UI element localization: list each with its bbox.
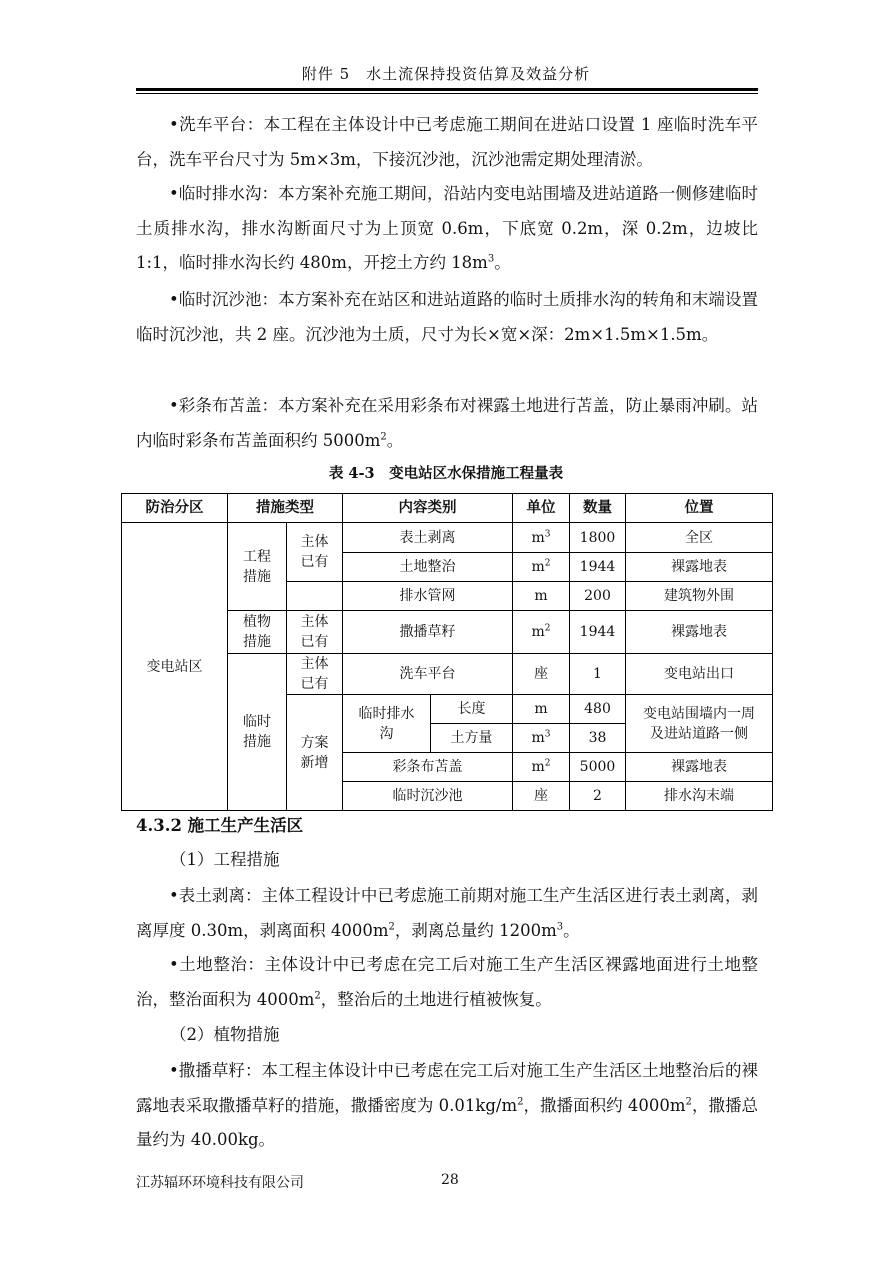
header-type: 措施类型 — [228, 494, 343, 523]
source-existing: 主体 已有 — [287, 523, 343, 582]
location-cell: 排水沟末端 — [626, 782, 773, 811]
unit-cell: m — [513, 695, 570, 724]
paragraph-land-grading: •土地整治：主体设计中已考虑在完工后对施工生产生活区裸露地面进行土地整治，整治面积为 $4000m^2$，整治后的土地进行植被恢复。 — [136, 955, 758, 1009]
unit-cell: $m^2$ — [513, 753, 570, 782]
unit-superscript: 2 — [544, 623, 551, 634]
header-qty: 数量 — [570, 494, 626, 523]
quantity-cell: 1944 — [570, 553, 626, 582]
footer-company: 江苏辐环环境科技有限公司 — [136, 1175, 304, 1191]
content-cell: 长度 — [431, 695, 513, 724]
unit-cell: $m^3$ — [513, 523, 570, 553]
paragraph-temp-ditch: •临时排水沟：本方案补充施工期间，沿站内变电站围墙及进站道路一侧修建临时土质排水沟，排水沟断面尺寸为上顶宽 0.6m，下底宽 0.2m，深 0.2m，边坡比 1:1，临时排水沟长约 480m，开挖土方约 $18m^3$。 — [136, 184, 758, 272]
unit-cell: 座 — [513, 654, 570, 695]
header-content: 内容类别 — [343, 494, 513, 523]
content-cell: 排水管网 — [343, 582, 513, 611]
paragraph-wash-platform: •洗车平台：本工程在主体设计中已考虑施工期间在进站口设置 1 座临时洗车平台，洗车平台尺寸为 5m×3m，下接沉沙池，沉沙池需定期处理清淤。 — [136, 115, 758, 169]
location-cell: 裸露地表 — [626, 611, 773, 654]
unit-superscript: 3 — [544, 729, 551, 740]
header-zone: 防治分区 — [122, 494, 228, 523]
header-rule-thick — [136, 88, 758, 91]
location-cell: 变电站出口 — [626, 654, 773, 695]
quantity-cell: 2 — [570, 782, 626, 811]
unit-superscript: 2 — [544, 558, 551, 569]
zone-cell: 变电站区 — [122, 523, 228, 811]
paragraph-sediment-pond: •临时沉沙池：本方案补充在站区和进站道路的临时土质排水沟的转角和末端设置临时沉沙池，共 2 座。沉沙池为土质，尺寸为长×宽×深：2m×1.5m×1.5m。 — [136, 290, 758, 344]
content-cell: 土地整治 — [343, 553, 513, 582]
paragraph-topsoil-stripping: •表土剥离：主体工程设计中已考虑施工前期对施工生产生活区进行表土剥离，剥离厚度 0.30m，剥离面积 $4000m^2$，剥离总量约 $1200m^3$。 — [136, 886, 758, 940]
location-cell: 全区 — [626, 523, 773, 553]
location-cell: 裸露地表 — [626, 553, 773, 582]
content-cell: 临时沉沙池 — [343, 782, 513, 811]
page-header-title: 附件 5 水土流保持投资估算及效益分析 — [301, 65, 591, 83]
ditch-label: 临时排水 沟 — [343, 695, 431, 753]
table-caption: 表 4-3 变电站区水保措施工程量表 — [328, 465, 564, 482]
unit-cell: 座 — [513, 782, 570, 811]
page-number: 28 — [441, 1172, 459, 1188]
source-existing: 主体 已有 — [287, 611, 343, 654]
header-rule-thin — [136, 93, 758, 94]
unit-superscript: 2 — [544, 758, 551, 769]
paragraph-grass-seeding: •撒播草籽：本工程主体设计中已考虑在完工后对施工生产生活区土地整治后的裸露地表采取撒播草籽的措施，撒播密度为 $0.01kg/m^2$，撒播面积约 $4000m^2$，撒播总量约为 40.00kg。 — [136, 1061, 759, 1149]
source-new: 方案 新增 — [287, 695, 343, 811]
measures-table — [121, 493, 773, 811]
quantity-cell: 38 — [570, 724, 626, 753]
table-row — [122, 523, 773, 553]
section-heading: 4.3.2 施工生产生活区 — [136, 816, 304, 835]
content-cell: 表土剥离 — [343, 523, 513, 553]
paragraph-tarp-cover: •彩条布苫盖：本方案补充在采用彩条布对裸露土地进行苫盖，防止暴雨冲刷。站内临时彩条布苫盖面积约 $5000m^2$。 — [136, 396, 758, 450]
source-existing: 主体 已有 — [287, 654, 343, 695]
content-cell: 彩条布苫盖 — [343, 753, 513, 782]
unit-superscript: 3 — [544, 528, 551, 539]
category-plant: 植物 措施 — [228, 611, 287, 654]
location-cell: 建筑物外围 — [626, 582, 773, 611]
sub-heading-plant: （2）植物措施 — [170, 1025, 280, 1044]
quantity-cell: 1 — [570, 654, 626, 695]
quantity-cell: 480 — [570, 695, 626, 724]
sub-heading-engineering: （1）工程措施 — [170, 850, 280, 869]
header-unit: 单位 — [513, 494, 570, 523]
header-location: 位置 — [626, 494, 773, 523]
quantity-cell: 1800 — [570, 523, 626, 553]
unit-cell: $m^3$ — [513, 724, 570, 753]
location-cell: 裸露地表 — [626, 753, 773, 782]
content-cell: 洗车平台 — [343, 654, 513, 695]
quantity-cell: 200 — [570, 582, 626, 611]
quantity-cell: 1944 — [570, 611, 626, 654]
source-existing-blank — [287, 582, 343, 611]
table-header-row — [122, 494, 773, 523]
location-cell: 变电站围墙内一周 及进站道路一侧 — [626, 695, 773, 753]
category-temporary: 临时 措施 — [228, 654, 287, 811]
content-cell: 土方量 — [431, 724, 513, 753]
unit-cell: $m^2$ — [513, 611, 570, 654]
unit-cell: m — [513, 582, 570, 611]
content-cell: 撒播草籽 — [343, 611, 513, 654]
category-engineering: 工程 措施 — [228, 523, 287, 611]
quantity-cell: 5000 — [570, 753, 626, 782]
unit-cell: $m^2$ — [513, 553, 570, 582]
